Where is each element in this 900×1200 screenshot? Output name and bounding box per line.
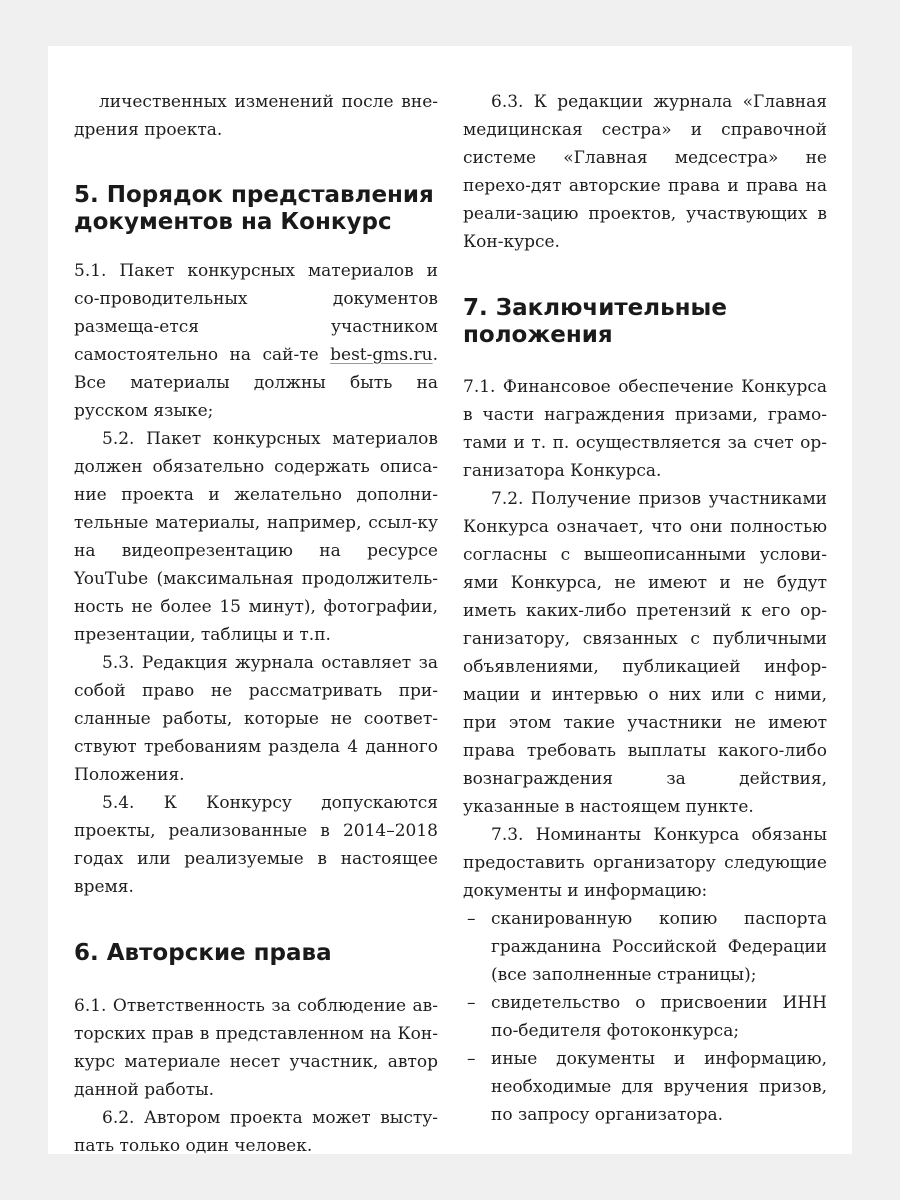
list-item-text: свидетельство о присвоении ИНН по-бедителя фотоконкурса;	[491, 993, 827, 1041]
section-6-heading: 6. Авторские права	[74, 940, 332, 966]
left-column	[74, 88, 438, 1160]
list-item-text: сканированную копию паспорта гражданина Российской Федерации (все заполненные страницы);	[491, 909, 827, 985]
right-column	[463, 88, 827, 1129]
paragraph-6-1: 6.1. Ответственность за соблюдение ав-торских прав в представленном на Кон-курс материале несет участник, автор данной работы.	[74, 996, 438, 1100]
document-page	[48, 46, 852, 1154]
paragraph-5-1	[74, 257, 438, 425]
paragraph-5-4: 5.4. К Конкурсу допускаются проекты, реализованные в 2014–2018 годах или реализуемые в настоящее время.	[74, 793, 438, 897]
paragraph-6-2: 6.2. Автором проекта может высту-пать только один человек.	[74, 1108, 438, 1156]
paragraph-6-3: 6.3. К редакции журнала «Главная медицинская сестра» и справочной системе «Главная медсестра» не перехо-дят авторские права и права на реали-зацию проектов, участвующих в Кон-курсе.	[463, 92, 827, 252]
best-gms-link[interactable]: best-gms.ru	[330, 345, 433, 365]
paragraph-5-2: 5.2. Пакет конкурсных материалов должен обязательно содержать описа-ние проекта и желательно дополни-тельные материалы, например, ссыл-ку на видеопрезентацию на ресурсе YouTube (максимальная продолжитель-ность не более 15 минут), фотографии, презентации, таблицы и т.п.	[74, 429, 438, 645]
paragraph-5-3: 5.3. Редакция журнала оставляет за собой право не рассматривать при-сланные работы, которые не соответ-ствуют требованиям раздела 4 данного Положения.	[74, 653, 438, 785]
paragraph-5-1-tail: . Все материалы должны быть на русском языке;	[74, 345, 438, 421]
required-documents-list	[463, 905, 827, 1129]
paragraph-7-3: 7.3. Номинанты Конкурса обязаны предоставить организатору следующие документы и информацию:	[463, 825, 827, 901]
list-item	[463, 905, 827, 989]
list-item	[463, 989, 827, 1045]
list-item	[463, 1045, 827, 1129]
section-5-heading: 5. Порядок представления документов на Конкурс	[74, 182, 434, 235]
section-7-heading: 7. Заключительные положения	[463, 295, 727, 348]
paragraph-5-1-text: 5.1. Пакет конкурсных материалов и со-проводительных документов размеща-ется участником самостоятельно на сай-те	[74, 261, 438, 365]
list-item-text: иные документы и информацию, необходимые для вручения призов, по запросу организатора.	[491, 1049, 827, 1125]
dash-bullet: –	[467, 909, 476, 929]
dash-bullet: –	[467, 993, 476, 1013]
intro-continuation: личественных изменений после вне-дрения проекта.	[74, 92, 438, 140]
paragraph-7-2: 7.2. Получение призов участниками Конкурса означает, что они полностью согласны с вышеописанными услови-ями Конкурса, не имеют и не будут иметь каких-либо претензий к его ор-ганизатору, связанных с публичными объявлениями, публикацией инфор-мации и интервью о них или с ними, при этом такие участники не имеют права требовать выплаты какого-либо вознаграждения за действия, указанные в настоящем пункте.	[463, 489, 827, 817]
paragraph-7-1: 7.1. Финансовое обеспечение Конкурса в части награждения призами, грамо-тами и т. п. осуществляется за счет ор-ганизатора Конкурса.	[463, 377, 827, 481]
dash-bullet: –	[467, 1049, 476, 1069]
